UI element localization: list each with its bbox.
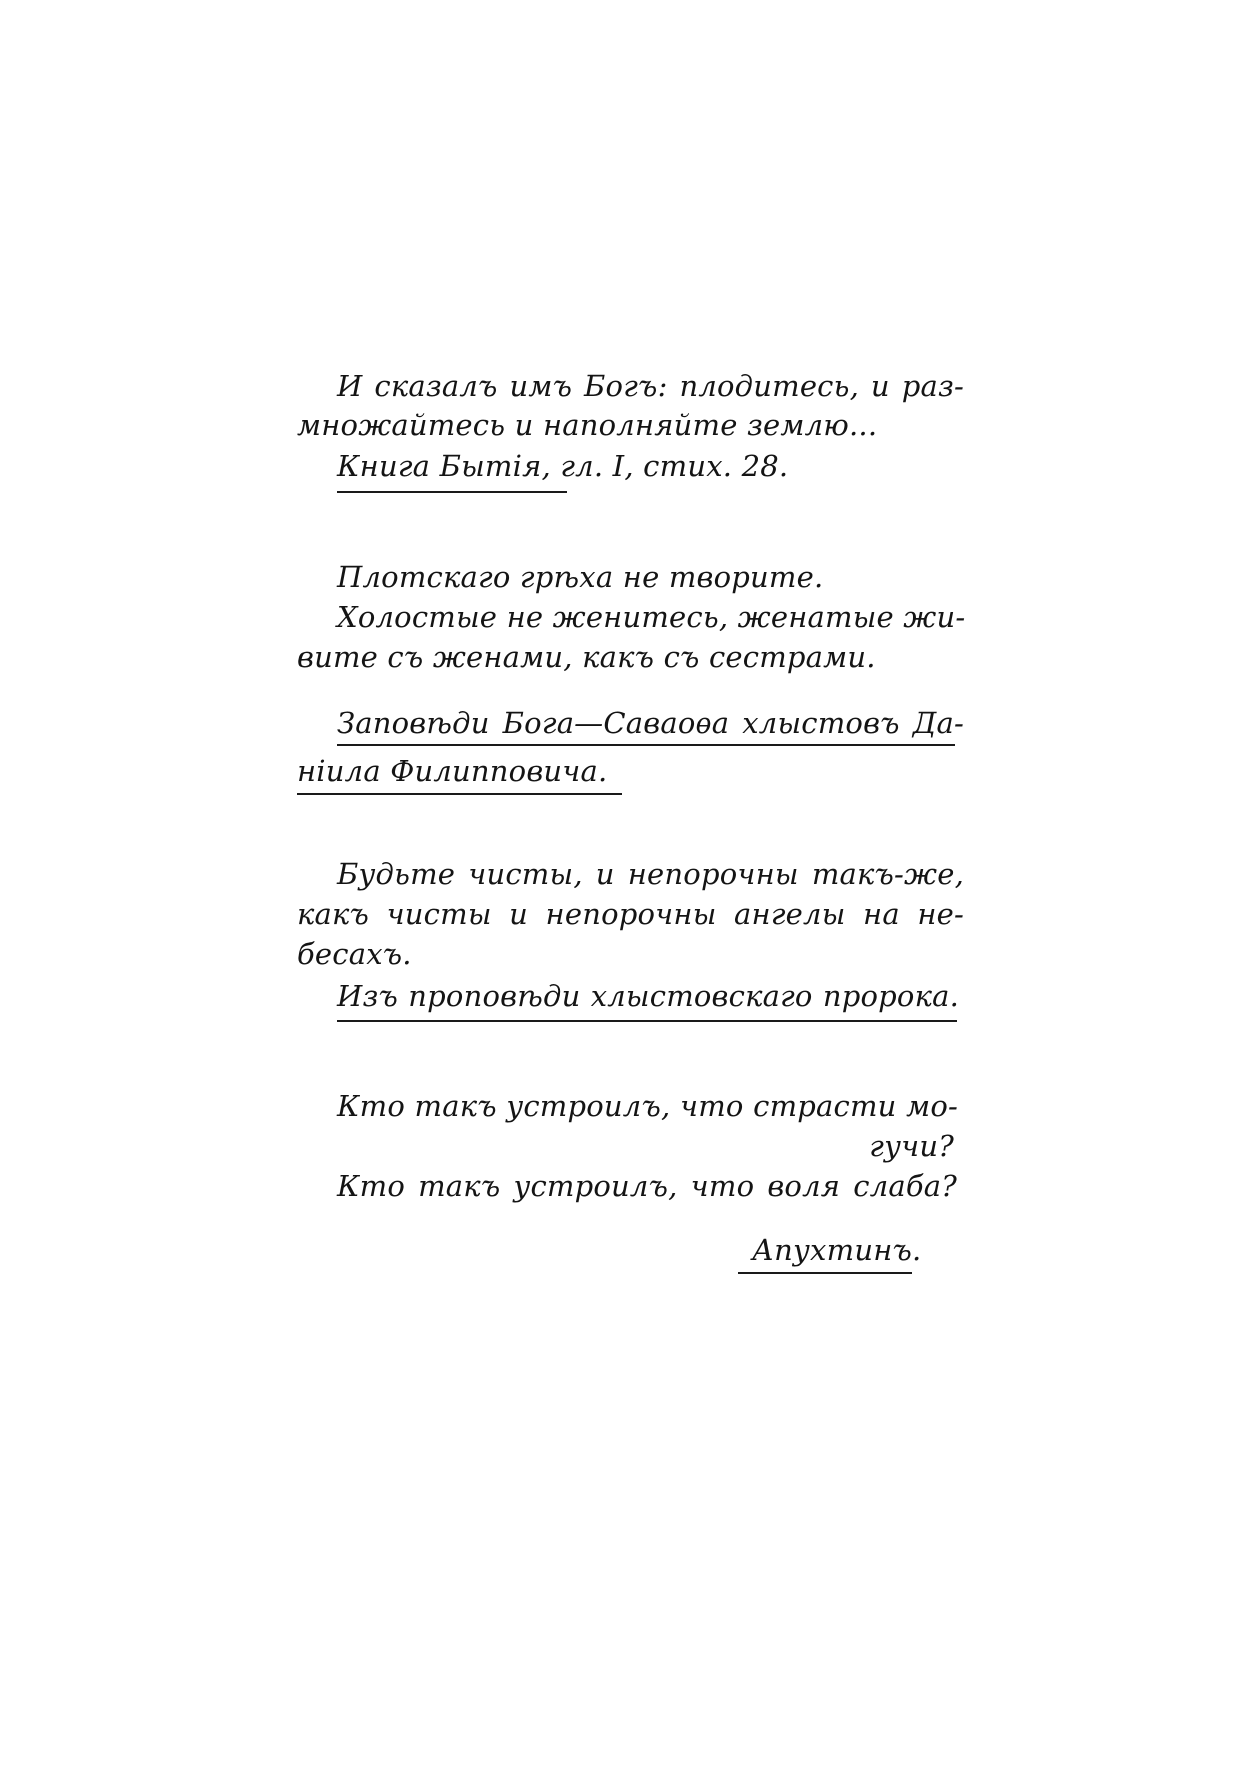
epigraph-2-underline-1 (337, 744, 955, 746)
epigraph-4-line-2: гучи? (869, 1129, 954, 1163)
epigraph-3-line-3: бесахъ. (297, 937, 412, 971)
epigraph-4-source: Апухтинъ. (752, 1233, 922, 1267)
epigraph-1-line-1: И сказалъ имъ Богъ: плодитесь, и раз- (337, 369, 964, 403)
epigraph-2-source-line-2: ніила Филипповича. (297, 754, 608, 788)
epigraph-3-line-1: Будьте чисты, и непорочны такъ-же, (337, 857, 964, 891)
epigraph-1-underline (337, 491, 567, 493)
epigraph-4-line-1: Кто такъ устроилъ, что страсти мо- (337, 1089, 958, 1123)
epigraph-2-line-2: Холостые не женитесь, женатые жи- (337, 600, 966, 634)
epigraph-2-source-line-1: Заповѣди Бога—Саваоѳа хлыстовъ Да- (337, 706, 964, 740)
epigraph-3-line-2: какъ чисты и непорочны ангелы на не- (297, 897, 964, 931)
epigraph-4-line-3: Кто такъ устроилъ, что воля слаба? (337, 1169, 957, 1203)
epigraph-2-underline-2 (297, 793, 622, 795)
epigraph-2-line-3: вите съ женами, какъ съ сестрами. (297, 640, 876, 674)
epigraph-4-underline (738, 1272, 912, 1274)
epigraph-1-source: Книга Бытія, гл. I, стих. 28. (337, 449, 789, 483)
epigraph-1-line-2: множайтесь и наполняйте землю... (297, 408, 878, 442)
epigraph-2-line-1: Плотскаго грѣха не творите. (337, 560, 824, 594)
epigraph-3-source: Изъ проповѣди хлыстовскаго пророка. (337, 979, 959, 1013)
epigraph-3-underline (337, 1020, 957, 1022)
